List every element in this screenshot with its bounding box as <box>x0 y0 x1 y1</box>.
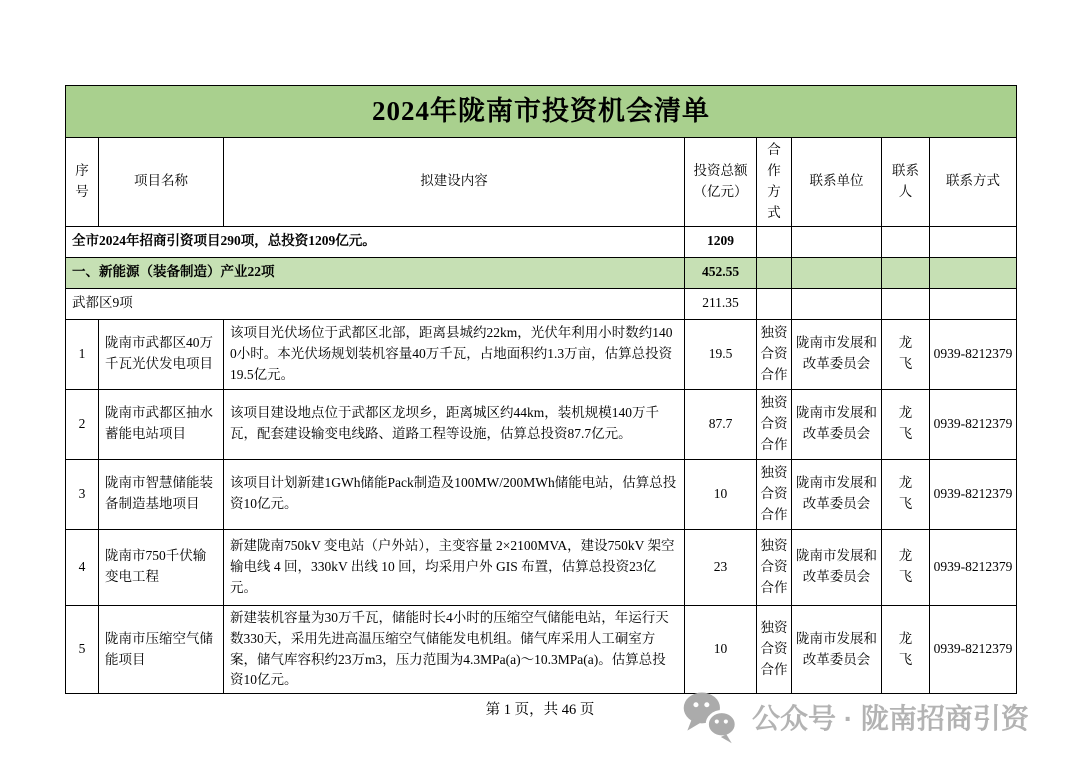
contact-phone: 0939-8212379 <box>930 605 1017 694</box>
contact-phone: 0939-8212379 <box>930 529 1017 605</box>
empty-cell <box>757 288 792 319</box>
project-amount: 23 <box>685 529 757 605</box>
contact-phone: 0939-8212379 <box>930 459 1017 529</box>
page-number: 第 1 页，共 46 页 <box>485 702 595 718</box>
project-no: 1 <box>66 319 99 389</box>
spreadsheet-page <box>65 85 1016 694</box>
district-amount: 211.35 <box>685 288 757 319</box>
empty-cell <box>882 288 930 319</box>
project-amount: 19.5 <box>685 319 757 389</box>
col-header-cooperation: 合作方式 <box>757 138 792 227</box>
project-cooperation: 独资合资合作 <box>757 459 792 529</box>
section-label: 一、新能源（装备制造）产业22项 <box>66 257 685 288</box>
table-row <box>66 459 1017 529</box>
table-row <box>66 389 1017 459</box>
project-name: 陇南市武都区抽水蓄能电站项目 <box>99 389 224 459</box>
contact-person: 龙 飞 <box>882 529 930 605</box>
watermark <box>681 689 1029 745</box>
empty-cell <box>930 257 1017 288</box>
empty-cell <box>757 257 792 288</box>
empty-cell <box>882 257 930 288</box>
project-name: 陇南市压缩空气储能项目 <box>99 605 224 694</box>
contact-unit: 陇南市发展和改革委员会 <box>792 605 882 694</box>
project-no: 5 <box>66 605 99 694</box>
summary-row <box>66 226 1017 257</box>
district-label: 武都区9项 <box>66 288 685 319</box>
table-row <box>66 605 1017 694</box>
contact-person: 龙 飞 <box>882 389 930 459</box>
district-row <box>66 288 1017 319</box>
project-amount: 10 <box>685 459 757 529</box>
contact-person: 龙 飞 <box>882 605 930 694</box>
project-content: 该项目光伏场位于武都区北部，距离县城约22km，光伏年利用小时数约1400小时。本光伏场规划装机容量40万千瓦，占地面积约1.3万亩，估算总投资19.5亿元。 <box>224 319 685 389</box>
empty-cell <box>792 288 882 319</box>
project-name: 陇南市武都区40万千瓦光伏发电项目 <box>99 319 224 389</box>
project-cooperation: 独资合资合作 <box>757 529 792 605</box>
project-no: 4 <box>66 529 99 605</box>
table-row <box>66 529 1017 605</box>
project-amount: 87.7 <box>685 389 757 459</box>
project-no: 2 <box>66 389 99 459</box>
empty-cell <box>792 226 882 257</box>
col-header-phone: 联系方式 <box>930 138 1017 227</box>
project-cooperation: 独资合资合作 <box>757 605 792 694</box>
contact-phone: 0939-8212379 <box>930 389 1017 459</box>
col-header-person: 联系人 <box>882 138 930 227</box>
contact-unit: 陇南市发展和改革委员会 <box>792 459 882 529</box>
project-content: 新建装机容量为30万千瓦，储能时长4小时的压缩空气储能电站，年运行天数330天，采用先进高温压缩空气储能发电机组。储气库采用人工硐室方案，储气库容积约23万m3，压力范围为4.3MPa(a)～10.3MPa(a)。估算总投资10亿元。 <box>224 605 685 694</box>
project-content: 该项目计划新建1GWh储能Pack制造及100MW/200MWh储能电站，估算总投资10亿元。 <box>224 459 685 529</box>
contact-person: 龙 飞 <box>882 319 930 389</box>
col-header-content: 拟建设内容 <box>224 138 685 227</box>
contact-person: 龙 飞 <box>882 459 930 529</box>
empty-cell <box>930 288 1017 319</box>
contact-unit: 陇南市发展和改革委员会 <box>792 389 882 459</box>
col-header-name: 项目名称 <box>99 138 224 227</box>
title-row <box>66 86 1017 138</box>
project-content: 该项目建设地点位于武都区龙坝乡，距离城区约44km，装机规模140万千瓦，配套建设输变电线路、道路工程等设施，估算总投资87.7亿元。 <box>224 389 685 459</box>
project-name: 陇南市智慧储能装备制造基地项目 <box>99 459 224 529</box>
section-amount: 452.55 <box>685 257 757 288</box>
project-amount: 10 <box>685 605 757 694</box>
watermark-text: 公众号 · 陇南招商引资 <box>752 703 1029 734</box>
section-row <box>66 257 1017 288</box>
empty-cell <box>882 226 930 257</box>
summary-label: 全市2024年招商引资项目290项，总投资1209亿元。 <box>66 226 685 257</box>
empty-cell <box>757 226 792 257</box>
summary-amount: 1209 <box>685 226 757 257</box>
empty-cell <box>792 257 882 288</box>
project-content: 新建陇南750kV 变电站（户外站），主变容量 2×2100MVA，建设750kV 架空输电线 4 回，330kV 出线 10 回，均采用户外 GIS 布置，估算总投资23亿元。 <box>224 529 685 605</box>
col-header-unit: 联系单位 <box>792 138 882 227</box>
project-cooperation: 独资合资合作 <box>757 389 792 459</box>
investment-table <box>65 85 1017 694</box>
project-cooperation: 独资合资合作 <box>757 319 792 389</box>
col-header-no: 序号 <box>66 138 99 227</box>
table-row <box>66 319 1017 389</box>
header-row <box>66 138 1017 227</box>
project-name: 陇南市750千伏输变电工程 <box>99 529 224 605</box>
empty-cell <box>930 226 1017 257</box>
project-no: 3 <box>66 459 99 529</box>
wechat-icon <box>681 689 739 745</box>
page-title: 2024年陇南市投资机会清单 <box>66 86 1017 138</box>
contact-unit: 陇南市发展和改革委员会 <box>792 319 882 389</box>
contact-unit: 陇南市发展和改革委员会 <box>792 529 882 605</box>
contact-phone: 0939-8212379 <box>930 319 1017 389</box>
col-header-amount: 投资总额（亿元） <box>685 138 757 227</box>
